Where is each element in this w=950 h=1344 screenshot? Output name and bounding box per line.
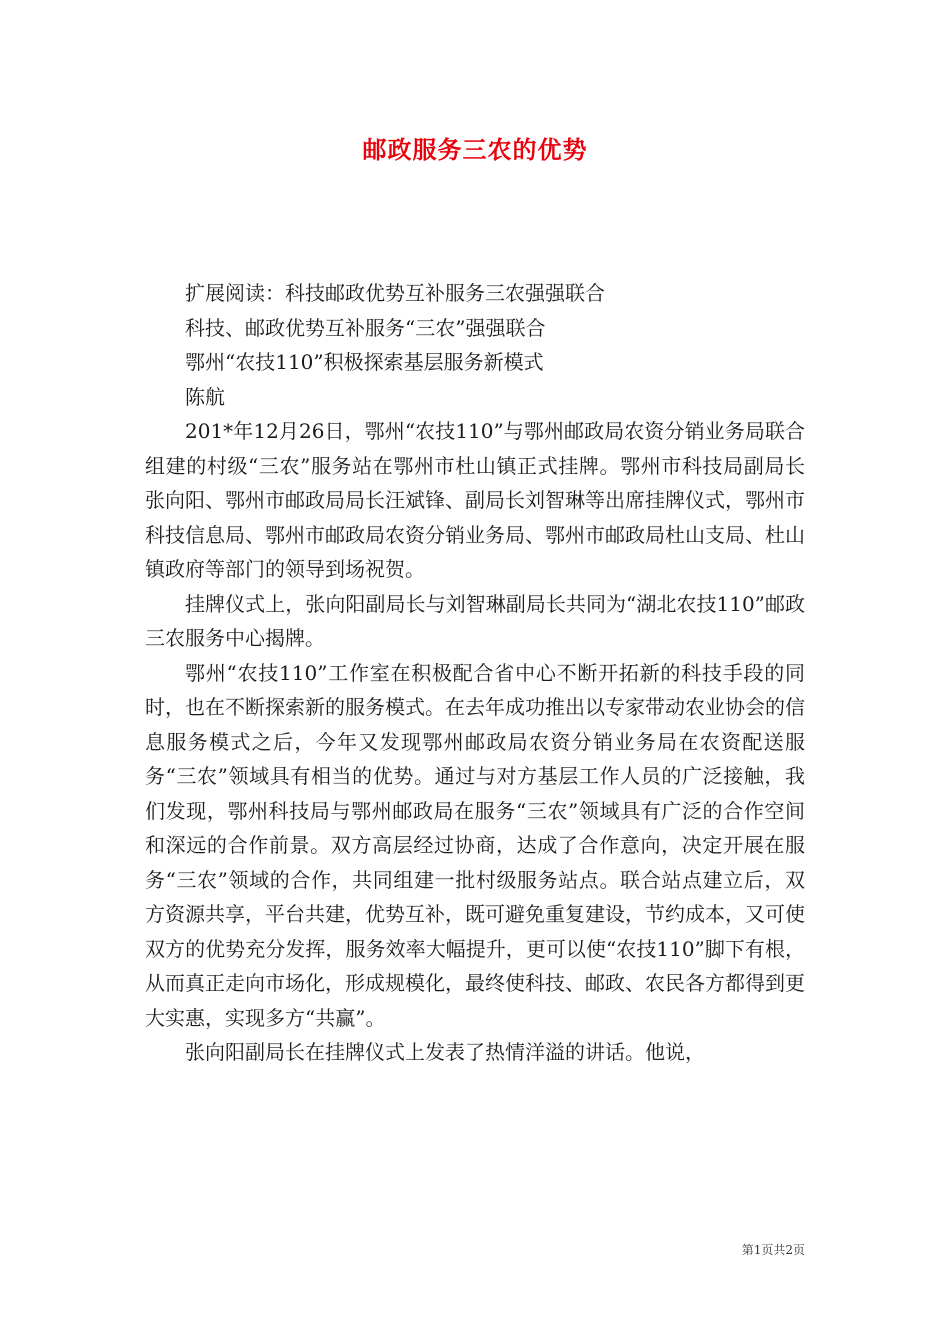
page-title: 邮政服务三农的优势 xyxy=(362,135,588,164)
paragraph-author: 陈航 xyxy=(185,384,225,409)
paragraph-headline: 鄂州“农技110”积极探索基层服务新模式 xyxy=(185,350,544,374)
paragraph-body-1: 201*年12月26日，鄂州“农技110”与鄂州邮政局农资分销业务局联合组建的村级“三农”服务站在鄂州市杜山镇正式挂牌。鄂州市科技局副局长张向阳、鄂州市邮政局局长汪斌锋、副局长刘智琳等出席挂牌仪式，鄂州市科技信息局、鄂州市邮政局农资分销业务局、鄂州市邮政局杜山支局、杜山镇政府等部门的领导到场祝贺。 xyxy=(145,419,805,581)
paragraph-body-4: 张向阳副局长在挂牌仪式上发表了热情洋溢的讲话。他说， xyxy=(185,1040,705,1064)
page-number-footer: 第1页共2页 xyxy=(741,1243,805,1257)
paragraph-subtitle: 科技、邮政优势互补服务“三农”强强联合 xyxy=(185,315,546,340)
document-body xyxy=(145,276,805,1070)
paragraph-body-2: 挂牌仪式上，张向阳副局长与刘智琳副局长共同为“湖北农技110”邮政三农服务中心揭牌。 xyxy=(145,591,805,650)
paragraph-extended-reading: 扩展阅读：科技邮政优势互补服务三农强强联合 xyxy=(185,281,605,305)
paragraph-body-3: 鄂州“农技110”工作室在积极配合省中心不断开拓新的科技手段的同时，也在不断探索新的服务模式。在去年成功推出以专家带动农业协会的信息服务模式之后，今年又发现鄂州邮政局农资分销业务局在农资配送服务“三农”领域具有相当的优势。通过与对方基层工作人员的广泛接触，我们发现，鄂州科技局与鄂州邮政局在服务“三农”领域具有广泛的合作空间和深远的合作前景。双方高层经过协商，达成了合作意向，决定开展在服务“三农”领域的合作，共同组建一批村级服务站点。联合站点建立后，双方资源共享，平台共建，优势互补，既可避免重复建设，节约成本，又可使双方的优势充分发挥，服务效率大幅提升，更可以使“农技110”脚下有根，从而真正走向市场化，形成规模化，最终使科技、邮政、农民各方都得到更大实惠，实现多方“共赢”。 xyxy=(145,660,805,1030)
